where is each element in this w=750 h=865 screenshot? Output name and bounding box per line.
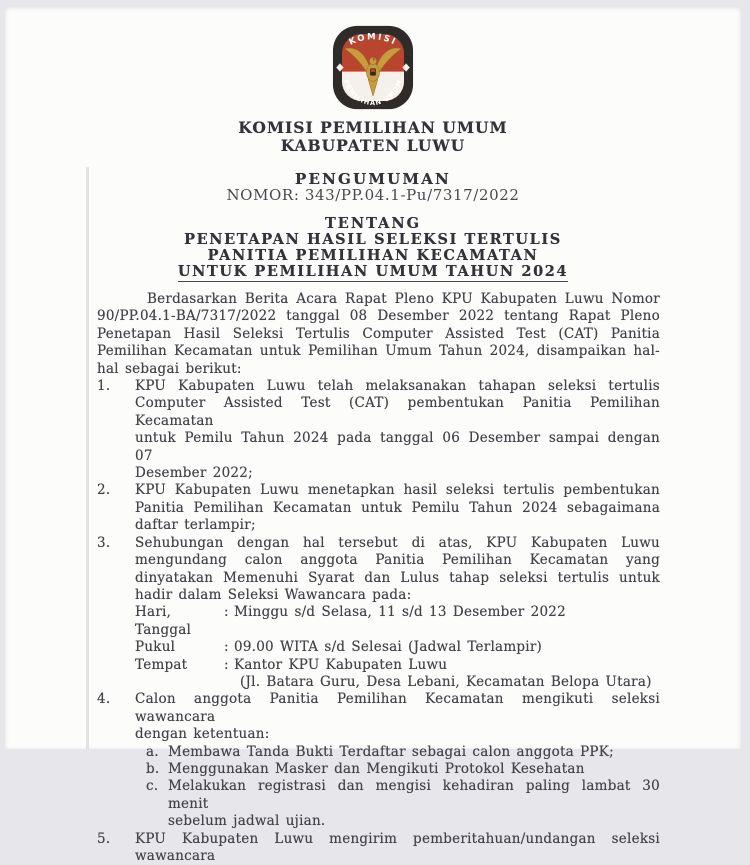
- svg-text:KOMISI: KOMISI: [347, 32, 399, 48]
- item-text: [135, 378, 660, 482]
- numbered-item-3: [97, 535, 660, 692]
- numbered-item-4: [97, 691, 660, 830]
- schedule-colon: :: [224, 639, 229, 656]
- schedule-label: Hari, Tanggal: [135, 604, 192, 638]
- schedule-row-place: [135, 657, 660, 674]
- schedule-address: (Jl. Batara Guru, Desa Lebani, Kecamatan Belopa Utara): [240, 673, 652, 690]
- text-line: Calon anggota Panitia Pemilihan Kecamatan mengikuti seleksi wawancara: [135, 691, 660, 725]
- kpu-emblem-icon: [332, 25, 414, 110]
- text-line: dengan ketentuan:: [135, 726, 270, 743]
- text-line: Pemilihan Kecamatan untuk Pemilihan Umum Tahun 2024, disampaikan hal-: [97, 343, 660, 360]
- item-text-lines: [135, 691, 660, 743]
- schedule-value: Minggu s/d Selasa, 11 s/d 13 Desember 2022: [234, 604, 566, 621]
- announcement-heading: PENGUMUMAN: [295, 170, 451, 188]
- text-line: hal sebagai berikut:: [97, 360, 242, 377]
- item-number: 1.: [97, 378, 111, 395]
- text-line: Melakukan registrasi dan mengisi kehadiran paling lambat 30 menit: [168, 778, 660, 812]
- text-line: Sehubungan dengan hal tersebut di atas, KPU Kabupaten Luwu: [135, 534, 660, 551]
- document-body: [5, 291, 660, 865]
- text-line: KPU Kabupaten Luwu menetapkan hasil seleksi tertulis pembentukan: [135, 482, 660, 499]
- schedule-value: 09.00 WITA s/d Selesai (Jadwal Terlampir): [234, 639, 543, 656]
- scanned-document-page: [5, 7, 741, 864]
- text-line: dinyatakan Memenuhi Syarat dan Lulus tahap seleksi tertulis untuk: [135, 569, 660, 586]
- text-line: Penetapan Hasil Seleksi Tertulis Computer Assisted Test (CAT) Panitia: [97, 325, 660, 342]
- text-line: Desember 2022;: [135, 465, 253, 482]
- schedule-label: Tempat: [135, 656, 188, 673]
- item-number: 5.: [97, 830, 111, 847]
- item-text: [135, 482, 660, 534]
- text-line: KPU Kabupaten Luwu telah melaksanakan tahapan seleksi tertulis: [135, 378, 660, 395]
- schedule-colon: :: [224, 656, 229, 673]
- item-text: [168, 778, 660, 830]
- item-number: 4.: [97, 691, 111, 708]
- item-text: [168, 761, 660, 778]
- svg-text:PEMILIHAN UMUM: PEMILIHAN UMUM: [341, 78, 405, 108]
- logo-container: [5, 7, 741, 114]
- org-name-line2: KABUPATEN LUWU: [280, 136, 466, 155]
- item-letter: c.: [146, 778, 159, 795]
- text-line: Membawa Tanda Bukti Terdaftar sebagai calon anggota PPK;: [168, 743, 614, 760]
- item-text: [135, 535, 660, 692]
- numbered-item-5-clipped: [97, 831, 660, 865]
- text-line: mengundang calon anggota Panitia Pemilihan Kecamatan yang: [135, 552, 660, 569]
- item-number: 2.: [97, 482, 111, 499]
- numbered-item-2: [97, 482, 660, 534]
- subject-line1: PENETAPAN HASIL SELEKSI TERTULIS: [184, 231, 562, 248]
- subject-line2: PANITIA PEMILIHAN KECAMATAN: [207, 247, 539, 264]
- text-line: KPU Kabupaten Luwu mengirim pemberitahuan/undangan seleksi wawancara: [135, 830, 660, 864]
- numbered-item-1: [97, 378, 660, 482]
- item-text: [168, 744, 660, 761]
- lettered-item-a: [146, 744, 660, 761]
- schedule-label: Pukul: [135, 639, 176, 656]
- lettered-item-b: [146, 761, 660, 778]
- schedule-value: Kantor KPU Kabupaten Luwu: [234, 656, 448, 673]
- text-line: Menggunakan Masker dan Mengikuti Protokol Kesehatan: [168, 760, 585, 777]
- item-text: [135, 831, 660, 865]
- interview-schedule: [135, 604, 660, 691]
- text-line: Computer Assisted Test (CAT) pembentukan Panitia Pemilihan Kecamatan: [135, 395, 660, 429]
- text-line: daftar terlampir;: [135, 517, 256, 534]
- item-letter: a.: [146, 743, 159, 760]
- about-heading: TENTANG: [325, 215, 421, 232]
- subject-line3: UNTUK PEMILIHAN UMUM TAHUN 2024: [177, 263, 569, 280]
- text-line: hadir dalam Seleksi Wawancara pada:: [135, 586, 412, 603]
- item-number: 3.: [97, 534, 111, 551]
- org-name-line1: KOMISI PEMILIHAN UMUM: [238, 118, 508, 137]
- schedule-row-time: [135, 639, 660, 656]
- intro-paragraph: [97, 291, 660, 378]
- schedule-colon: :: [224, 604, 229, 621]
- text-line: 90/PP.04.1-BA/7317/2022 tanggal 08 Desember 2022 tentang Rapat Pleno: [97, 308, 660, 325]
- text-line: sebelum jadwal ujian.: [168, 813, 326, 830]
- schedule-row-day: [135, 604, 660, 639]
- item-letter: b.: [146, 760, 160, 777]
- text-line: Panitia Pemilihan Kecamatan untuk Pemilu Tahun 2024 sebagaimana: [135, 499, 660, 516]
- lettered-item-c: [146, 778, 660, 830]
- item-text-lines: [135, 535, 660, 605]
- announcement-number: NOMOR: 343/PP.04.1-Pu/7317/2022: [226, 186, 520, 204]
- document-content: [5, 7, 741, 864]
- text-line: Berdasarkan Berita Acara Rapat Pleno KPU Kabupaten Luwu Nomor: [147, 291, 660, 307]
- text-line: untuk Pemilu Tahun 2024 pada tanggal 06 Desember sampai dengan 07: [135, 430, 660, 464]
- item-text: [135, 691, 660, 830]
